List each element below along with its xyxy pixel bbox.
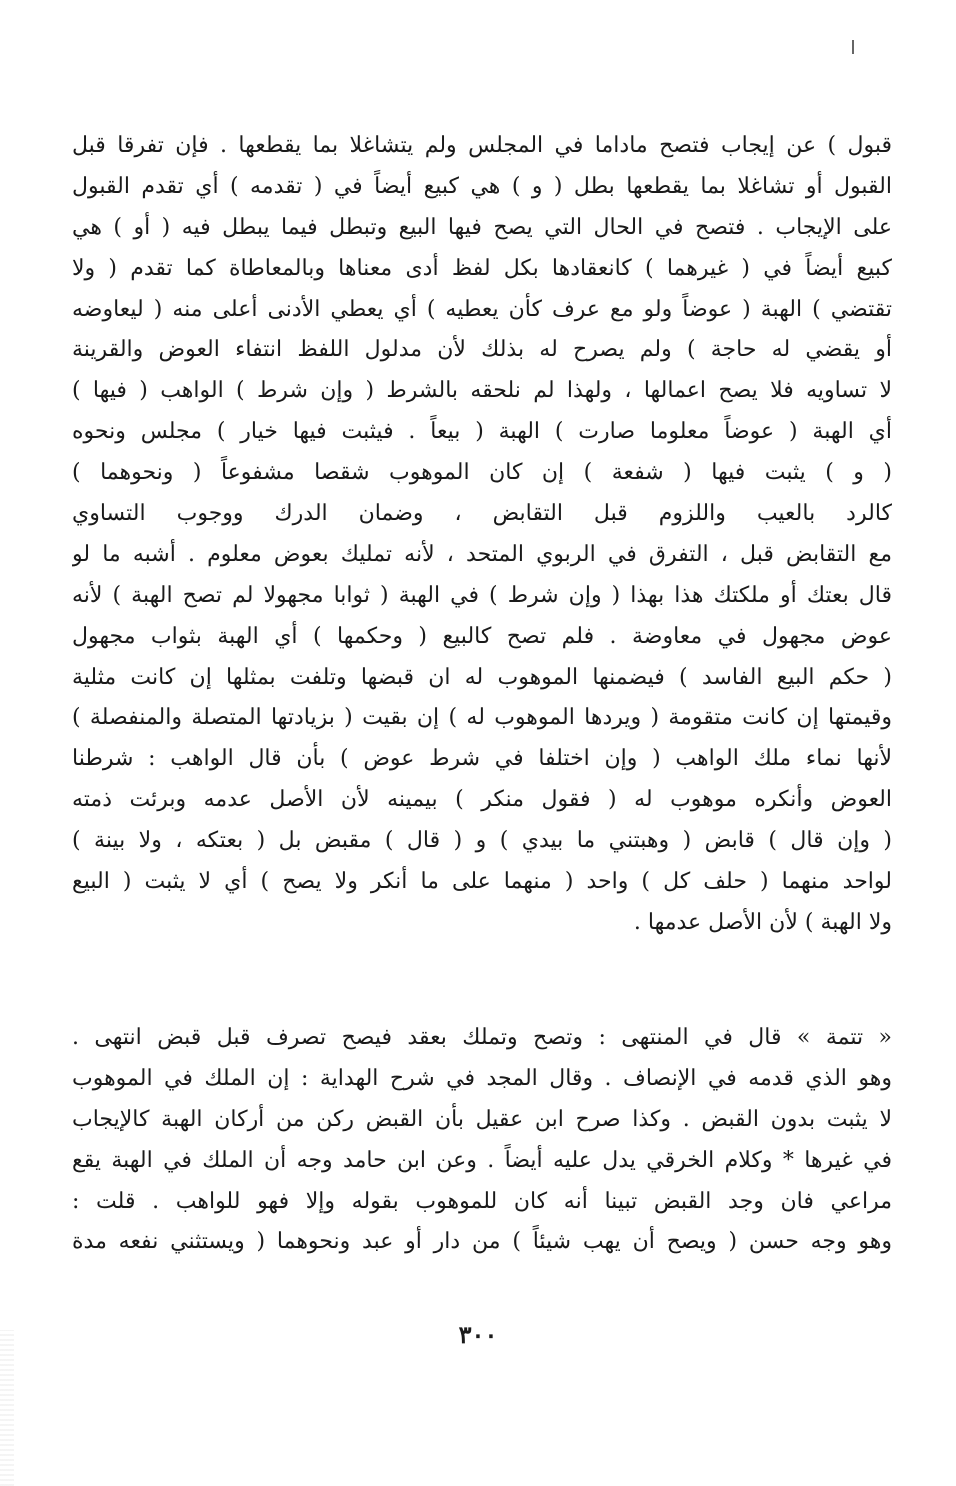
text-line: وهو الذي قدمه في الإنصاف . وقال المجد في شرح الهداية : إن الملك في الموهوب [72,1065,892,1091]
text-line: قبول ) عن إيجاب فتصح ماداما في المجلس ولم يتشاغلا بما يقطعها . فإن تفرقا قبل [72,133,892,158]
text-line: لواحد منهما ( حلف كل ) واحد ( منهما على ما أنكر ولا يصح ) أي لا يثبت ( البيع [72,869,892,895]
supplement-paragraph [72,1018,892,1263]
text-line: كالرد بالعيب واللزوم قبل التقابض ، وضمان الدرك ووجوب التساوي [72,501,892,527]
text-line: ( و ) يثبت فيها ( شفعة ) إن كان الموهوب شقصا مشفوعاً ( ونحوهما ) [72,460,892,486]
text-line: لا تساويه فلا يصح اعمالها ، ولهذا لم نلحقه بالشرط ( وإن شرط ) الواهب ( فيها ) [72,378,892,404]
text-line: في غيرها * وكلام الخرقي يدل عليه أيضاً . وعن ابن حامد وجه أن الملك في الهبة يقع [72,1147,892,1173]
text-line: تقتضي ) الهبة ( عوضاً ولو مع عرف كأن يعطيه ) أي يعطي الأدنى أعلى منه ( ليعاوضه [72,296,892,322]
text-line: وقيمتها إن كانت متقومة ( ويردها الموهوب له ) إن بقيت ( بزيادتها المتصلة والمنفصلة ) [72,705,892,731]
text-line: كبيع أيضاً في ( غيرهما ) كانعقادها بكل لفظ أدى معناها وبالمعاطاة كما تقدم ( ولا [72,255,892,281]
text-line: أي الهبة ( عوضاً معلوما صارت ) الهبة ( بيعاً . فيثبت فيها خيار ) مجلس ونحوه [72,419,892,445]
text-line: على الإيجاب . فتصح في الحال التي يصح فيها البيع وتبطل فيما يبطل فيه ( أو ) هي [72,214,892,240]
text-line: عوض مجهول في معاوضة . فلم تصح كالبيع ( وحكمها ) أي الهبة بثواب مجهول [72,623,892,649]
text-line: أو يقضي له حاجة ) ولم يصرح له بذلك لأن مدلول اللفظ انتفاء العوض والقرينة [72,337,892,363]
text-line: قال بعتك أو ملكتك هذا بهذا ( وإن شرط ) في الهبة ( ثوابا مجهولا لم تصح الهبة ) لأنه [72,582,892,608]
text-line: وهو وجه حسن ( ويصح أن يهب شيئاً ) من دار أو عبد ونحوهما ( ويستثني نفعه مدة [72,1229,892,1255]
text-line: « تتمة » قال في المنتهى : وتصح وتملك بعقد فيصح تصرف قبل قبض انتهى . [72,1025,892,1050]
text-line: مراعي فان وجد القبض تبينا أنه كان للموهوب بقوله وإلا فهو للواهب . قلت : [72,1188,892,1214]
text-line: ( وإن قال ) قابض ( وهبتني ما بيدي ) و ( قال ) مقبض بل ( بعتكه ، ولا بينة ) [72,828,892,854]
text-line: القبول أو تشاغلا بما يقطعها بطل ( و ) هي كبيع أيضاً في ( تقدمه ) أي تقدم القبول [72,173,892,199]
text-line: لأنها نماء ملك الواهب ( وإن اختلفا في شرط عوض ) بأن قال الواهب : شرطنا [72,746,892,772]
scan-mark [852,40,854,54]
text-line: مع التقابض قبل ، التفرق في الربوي المتحد ، لأنه تمليك بعوض معلوم . أشبه ما لو [72,541,892,567]
text-line: لا يثبت بدون القبض . وكذا صرح ابن عقيل بأن القبض ركن من أركان الهبة كالإيجاب [72,1106,892,1132]
text-line: ( حكم البيع الفاسد ) فيضمنها الموهوب له ان قبضها وتلفت بمثلها إن كانت مثلية [72,664,892,690]
scan-edge-artifact [0,1330,14,1486]
main-paragraph [72,126,892,944]
text-line-last: ولا الهبة ) لأن الأصل عدمها . [633,909,892,935]
text-line: العوض وأنكره موهوب له ( فقول منكر ) بيمينه لأن الأصل عدمه وبرئت ذمته [72,787,892,813]
page-number: ٣٠٠ [458,1320,498,1349]
